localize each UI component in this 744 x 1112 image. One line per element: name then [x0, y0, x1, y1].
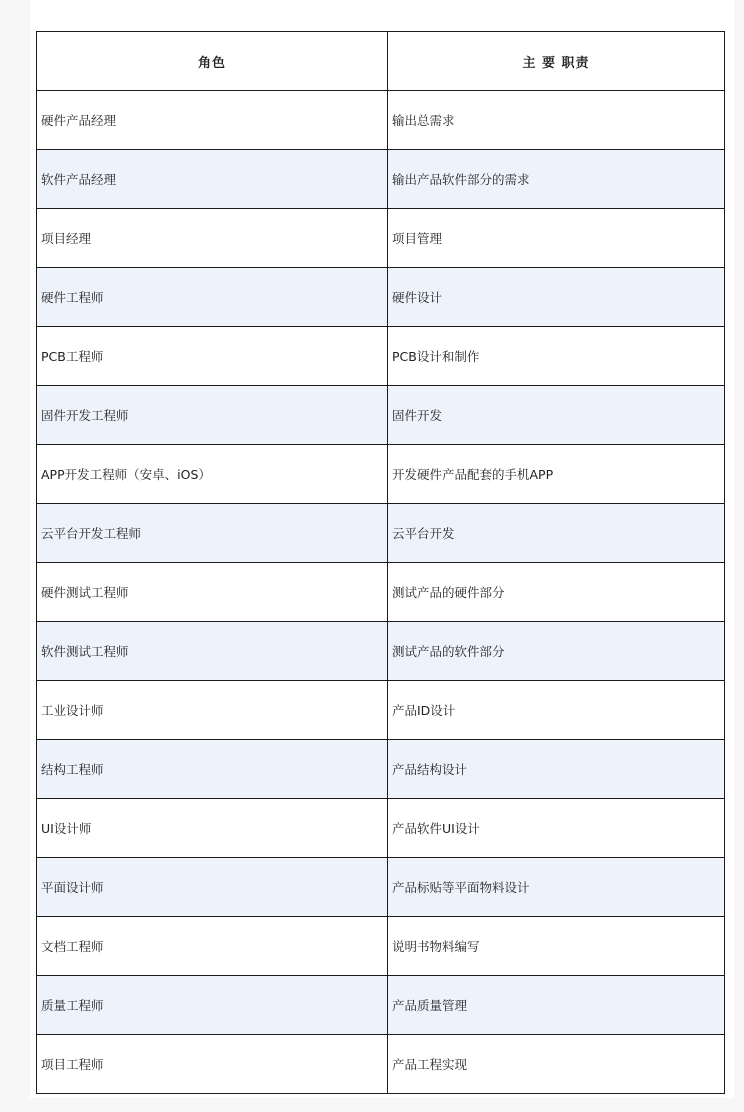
table-row	[37, 209, 725, 268]
role-cell: 软件测试工程师	[37, 622, 388, 681]
table-header-row	[37, 32, 725, 91]
duty-cell: 项目管理	[388, 209, 725, 268]
role-cell: 软件产品经理	[37, 150, 388, 209]
table-row	[37, 445, 725, 504]
table-row	[37, 1035, 725, 1094]
duty-cell: 开发硬件产品配套的手机APP	[388, 445, 725, 504]
table-row	[37, 681, 725, 740]
duty-cell: 说明书物料编写	[388, 917, 725, 976]
role-cell: 质量工程师	[37, 976, 388, 1035]
table-row	[37, 327, 725, 386]
duty-cell: PCB设计和制作	[388, 327, 725, 386]
table-row	[37, 504, 725, 563]
table-row	[37, 917, 725, 976]
duty-cell: 产品软件UI设计	[388, 799, 725, 858]
table-row	[37, 622, 725, 681]
duty-cell: 产品工程实现	[388, 1035, 725, 1094]
table-row	[37, 268, 725, 327]
role-cell: 硬件产品经理	[37, 91, 388, 150]
role-cell: 项目经理	[37, 209, 388, 268]
role-cell: 硬件工程师	[37, 268, 388, 327]
duty-cell: 云平台开发	[388, 504, 725, 563]
table-row	[37, 976, 725, 1035]
role-cell: UI设计师	[37, 799, 388, 858]
role-cell: 项目工程师	[37, 1035, 388, 1094]
role-cell: APP开发工程师（安卓、iOS）	[37, 445, 388, 504]
role-cell: 文档工程师	[37, 917, 388, 976]
duty-cell: 固件开发	[388, 386, 725, 445]
duty-cell: 硬件设计	[388, 268, 725, 327]
duty-cell: 产品结构设计	[388, 740, 725, 799]
duty-cell: 产品质量管理	[388, 976, 725, 1035]
table-row	[37, 799, 725, 858]
duty-cell: 输出总需求	[388, 91, 725, 150]
duty-cell: 测试产品的硬件部分	[388, 563, 725, 622]
roles-table	[36, 31, 725, 1094]
table-row	[37, 91, 725, 150]
duty-cell: 测试产品的软件部分	[388, 622, 725, 681]
role-cell: 云平台开发工程师	[37, 504, 388, 563]
table-row	[37, 150, 725, 209]
header-duty: 主 要 职责	[388, 32, 725, 91]
duty-cell: 输出产品软件部分的需求	[388, 150, 725, 209]
table-row	[37, 563, 725, 622]
role-cell: 结构工程师	[37, 740, 388, 799]
table-row	[37, 740, 725, 799]
duty-cell: 产品ID设计	[388, 681, 725, 740]
header-role: 角色	[37, 32, 388, 91]
role-cell: 固件开发工程师	[37, 386, 388, 445]
role-cell: 平面设计师	[37, 858, 388, 917]
table-row	[37, 386, 725, 445]
role-cell: PCB工程师	[37, 327, 388, 386]
role-cell: 硬件测试工程师	[37, 563, 388, 622]
role-cell: 工业设计师	[37, 681, 388, 740]
table-row	[37, 858, 725, 917]
duty-cell: 产品标贴等平面物料设计	[388, 858, 725, 917]
